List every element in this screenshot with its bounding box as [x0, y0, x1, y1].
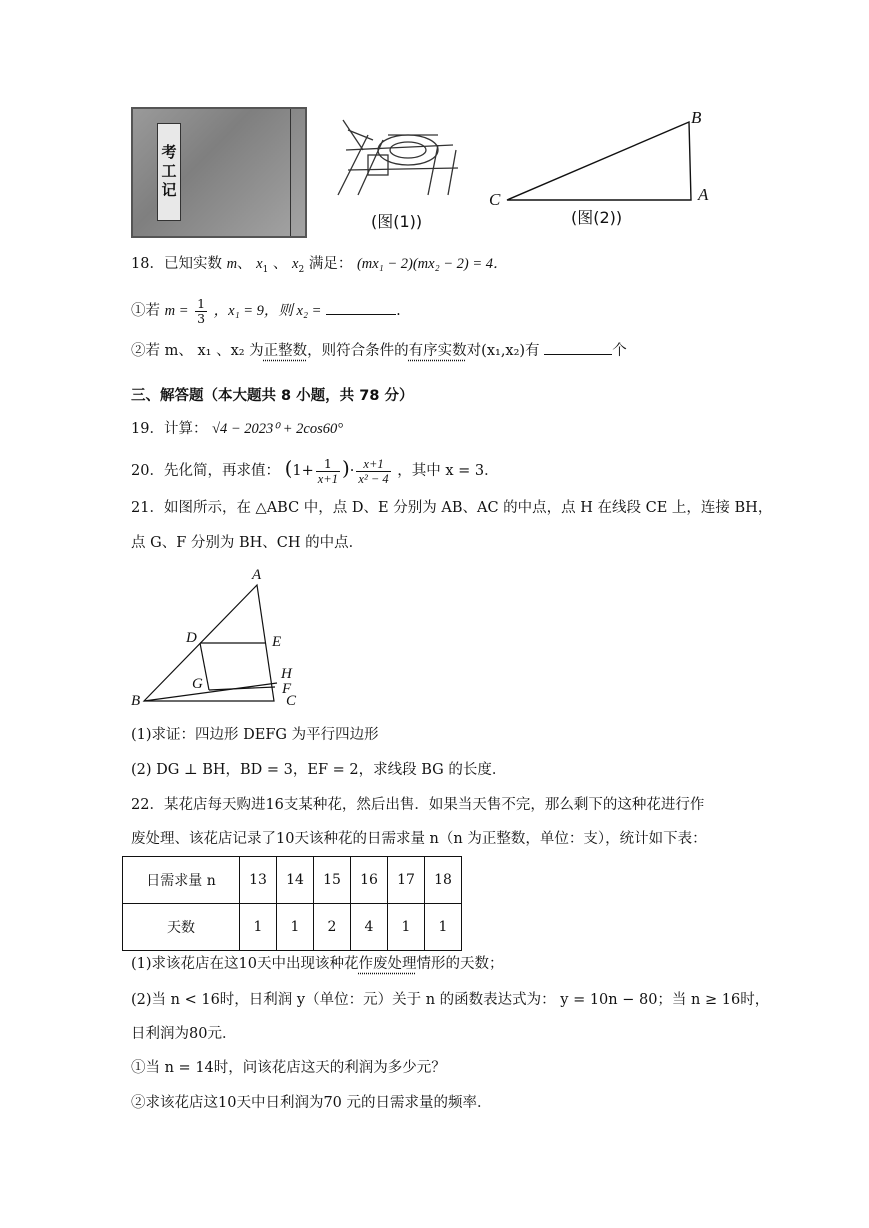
q22-sub2: ②求该花店这10天中日利润为70 元的日需求量的频率．	[131, 1095, 492, 1111]
label-E: E	[272, 634, 282, 650]
q21-line2: 点 G、F 分别为 BH、CH 的中点．	[131, 535, 364, 551]
triangle-fig2	[485, 108, 715, 208]
fig2-caption: (图(2))	[571, 208, 623, 227]
demand-table	[122, 856, 462, 951]
q21-part2: (2) DG ⊥ BH，BD = 3，EF = 2，求线段 BG 的长度．	[131, 762, 507, 778]
q22-sub1: ①当 n = 14时，问该花店这天的利润为多少元？	[131, 1060, 446, 1076]
q22-line2: 废处理、该花店记录了10天该种花的日需求量 n（n 为正整数，单位：支），统计如下表：	[131, 831, 707, 847]
table-cell: 4	[351, 904, 388, 951]
table-cell: 1	[388, 904, 425, 951]
table-row	[123, 857, 462, 904]
q21-part1: (1)求证：四边形 DEFG 为平行四边形	[131, 727, 379, 743]
fig1-caption: (图(1))	[371, 212, 423, 231]
table-header-demand: 日需求量 n	[123, 857, 240, 904]
table-header-days: 天数	[123, 904, 240, 951]
loom-leg-front	[338, 135, 368, 195]
label-D: D	[186, 630, 197, 646]
q18-part2: ②若 m、 x₁ 、x₂ 为正整数，则符合条件的有序实数对(x₁,x₂)有 个	[131, 340, 627, 361]
label-H: H	[281, 666, 292, 682]
fraction-2: $\frac{x+1}{\text{x² − 4}}$	[358, 456, 389, 486]
q22-part2-line1: (2)当 n < 16时，日利润 y（单位：元）关于 n 的函数表达式为： y = 10n − 80；当 n ≥ 16时，	[131, 992, 770, 1008]
label-G: G	[192, 676, 203, 692]
book-title: 考工记	[159, 143, 178, 201]
label-A: A	[252, 567, 262, 583]
q22-line1: 22．某花店每天购进16支某种花，然后出售．如果当天售不完，那么剩下的这种花进行作	[131, 797, 705, 813]
q19: 19．计算： √4 − 2023⁰ + 2cos60°	[131, 421, 344, 437]
q21-line1: 21．如图所示，在 △ABC 中，点 D、E 分别为 AB、AC 的中点，点 H 在线段 CE 上，连接 BH，	[131, 500, 773, 516]
q18-part1: ①若 m = $\frac{1}{3}$ ，x₁ = 9，则 x₂ = .	[131, 295, 401, 326]
book-binding-lines	[290, 109, 291, 236]
table-cell: 1	[277, 904, 314, 951]
table-cell: 1	[425, 904, 462, 951]
fig2-label-B: B	[691, 108, 702, 127]
label-F: F	[282, 681, 292, 697]
section3-heading: 三、解答题（本大题共 8 小题，共 78 分）	[131, 388, 414, 404]
q22-part2-line2: 日利润为80元．	[131, 1026, 237, 1042]
book-cover-image	[131, 107, 307, 238]
fig2-label-A: A	[698, 185, 709, 204]
table-cell: 18	[425, 857, 462, 904]
answer-blank-x2[interactable]	[326, 300, 396, 315]
fraction-1: $\frac{1}{x+1}$	[317, 455, 338, 486]
q22-part1: (1)求该花店在这10天中出现该种花作废处理情形的天数；	[131, 956, 504, 972]
book-title-box	[157, 123, 181, 221]
segment-BH	[144, 683, 277, 701]
fig2-label-C: C	[489, 190, 501, 209]
answer-blank-pairs[interactable]	[544, 340, 612, 355]
q20: 20．先化简，再求值： (1+ $\frac{1}{x+1}$ )· $\frac{x+1}{\text{x² − 4}}$ ，其中 x = 3．	[131, 455, 499, 486]
label-B: B	[131, 693, 141, 709]
label-C: C	[286, 693, 297, 709]
fraction-one-third: $\frac{1}{3}$	[197, 295, 206, 326]
loom-illustration	[328, 110, 468, 200]
table-cell: 1	[240, 904, 277, 951]
table-cell: 13	[240, 857, 277, 904]
q18-stem: 18．已知实数 m、 $x_1$ 、 $x_2$ 满足： (mx₁ − 2)(mx₂ − 2) = 4．	[131, 256, 508, 275]
table-cell: 17	[388, 857, 425, 904]
table-cell: 15	[314, 857, 351, 904]
table-row	[123, 904, 462, 951]
table-cell: 16	[351, 857, 388, 904]
table-cell: 14	[277, 857, 314, 904]
table-cell: 2	[314, 904, 351, 951]
